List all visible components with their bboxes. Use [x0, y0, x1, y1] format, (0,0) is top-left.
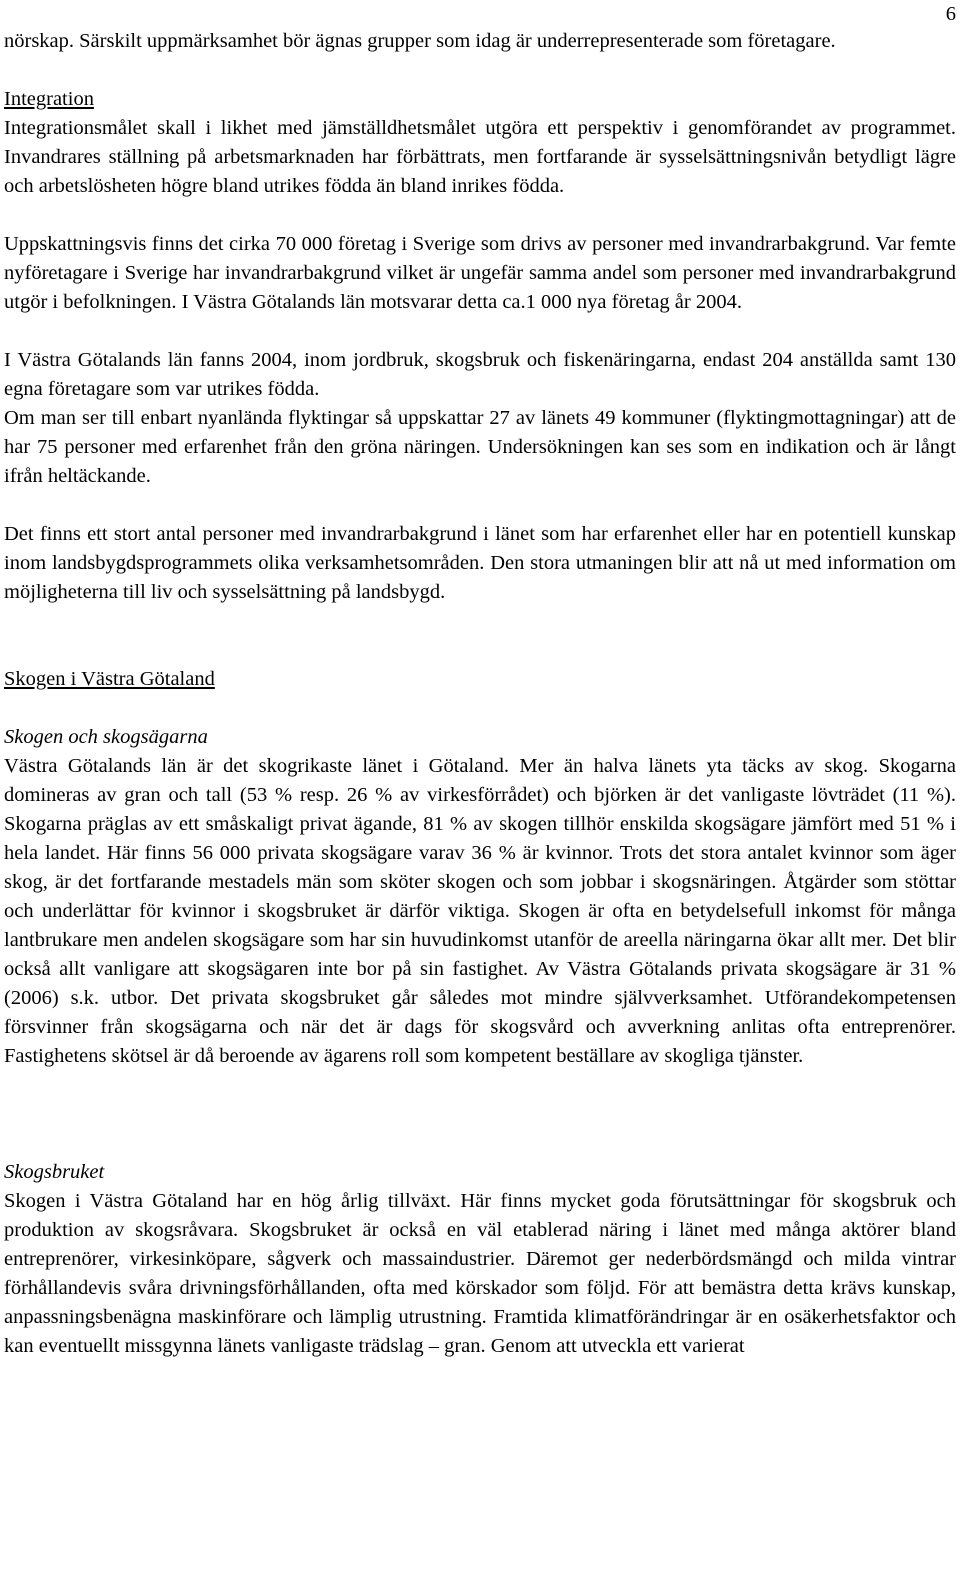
integration-paragraph-5: Det finns ett stort antal personer med invandrarbakgrund i länet som har erfarenhet eller har en potentiell kunskap inom landsbygdsprogrammets olika verksamhetsområden. Den stora utmaningen blir att nå ut med information om möjligheterna till liv och sysselsättning på landsbygd. [4, 523, 956, 603]
page-number: 6 [945, 3, 956, 25]
skogen-paragraph-2: Skogen i Västra Götaland har en hög årlig tillväxt. Här finns mycket goda förutsättningar för skogsbruk och produktion av skogsråvara. Skogsbruket är också en väl etablerad näring i länet med många aktörer bland entreprenörer, virkesinköpare, sågverk och massaindustrier. Däremot ger nederbördsmängd och milda vintrar förhållandevis svåra drivningsförhållanden, ofta med körskador som följd. För att bemästra detta krävs kunskap, anpassningsbenägna maskinförare och lämplig utrustning. Framtida klimatförändringar är en osäkerhetsfaktor och kan eventuellt missgynna länets vanligaste trädslag – gran. Genom att utveckla ett varierat [4, 1190, 956, 1357]
document-body [4, 27, 956, 1361]
intro-paragraph: nörskap. Särskilt uppmärksamhet bör ägnas grupper som idag är underrepresenterade som företagare. [4, 30, 836, 52]
integration-heading: Integration [4, 88, 94, 110]
skogen-paragraph-1: Västra Götalands län är det skogrikaste länet i Götaland. Mer än halva länets yta täcks av skog. Skogarna domineras av gran och tall (53 % resp. 26 % av virkesförrådet) och björken är det vanligaste lövträdet (11 %). Skogarna präglas av ett småskaligt privat ägande, 81 % av skogen tillhör enskilda skogsägare jämfört med 51 % i hela landet. Här finns 56 000 privata skogsägare varav 36 % är kvinnor. Trots det stora antalet kvinnor som äger skog, är det fortfarande mestadels män som sköter skogen och som jobbar i skogsnäringen. Åtgärder som stöttar och underlättar för kvinnor i skogsbruket är därför viktiga. Skogen är ofta en betydelsefull inkomst för många lantbrukare men andelen skogsägare som har sin huvudinkomst utanför de areella näringarna ökar allt mer. Det blir också allt vanligare att skogsägaren inte bor på sin fastighet. Av Västra Götalands privata skogsägare är 31 % (2006) s.k. utbor. Det privata skogsbruket går således mot mindre självverksamhet. Utförandekompetensen försvinner från skogsägarna och när det är dags för skogsvård och avverkning anlitas ofta entreprenörer. Fastighetens skötsel är då beroende av ägarens roll som kompetent beställare av skogliga tjänster. [4, 755, 956, 1067]
skogen-subheading-skogsagarna: Skogen och skogsägarna [4, 726, 208, 748]
integration-paragraph-1: Integrationsmålet skall i likhet med jämställdhetsmålet utgöra ett perspektiv i genomförandet av programmet. Invandrares ställning på arbetsmarknaden har förbättrats, men fortfarande är sysselsättningsnivån betydligt lägre och arbetslösheten högre bland utrikes födda än bland inrikes födda. [4, 117, 956, 197]
skogen-subheading-skogsbruket: Skogsbruket [4, 1161, 105, 1183]
integration-paragraph-3: I Västra Götalands län fanns 2004, inom jordbruk, skogsbruk och fiskenäringarna, endast 204 anställda samt 130 egna företagare som var utrikes födda. [4, 349, 956, 400]
integration-paragraph-2: Uppskattningsvis finns det cirka 70 000 företag i Sverige som drivs av personer med invandrarbakgrund. Var femte nyföretagare i Sverige har invandrarbakgrund vilket är ungefär samma andel som personer med invandrarbakgrund utgör i befolkningen. I Västra Götalands län motsvarar detta ca.1 000 nya företag år 2004. [4, 233, 956, 313]
skogen-heading: Skogen i Västra Götaland [4, 668, 215, 690]
integration-paragraph-4: Om man ser till enbart nyanlända flyktingar så uppskattar 27 av länets 49 kommuner (flyktingmottagningar) att de har 75 personer med erfarenhet från den gröna näringen. Undersökningen kan ses som en indikation och är långt ifrån heltäckande. [4, 407, 956, 487]
